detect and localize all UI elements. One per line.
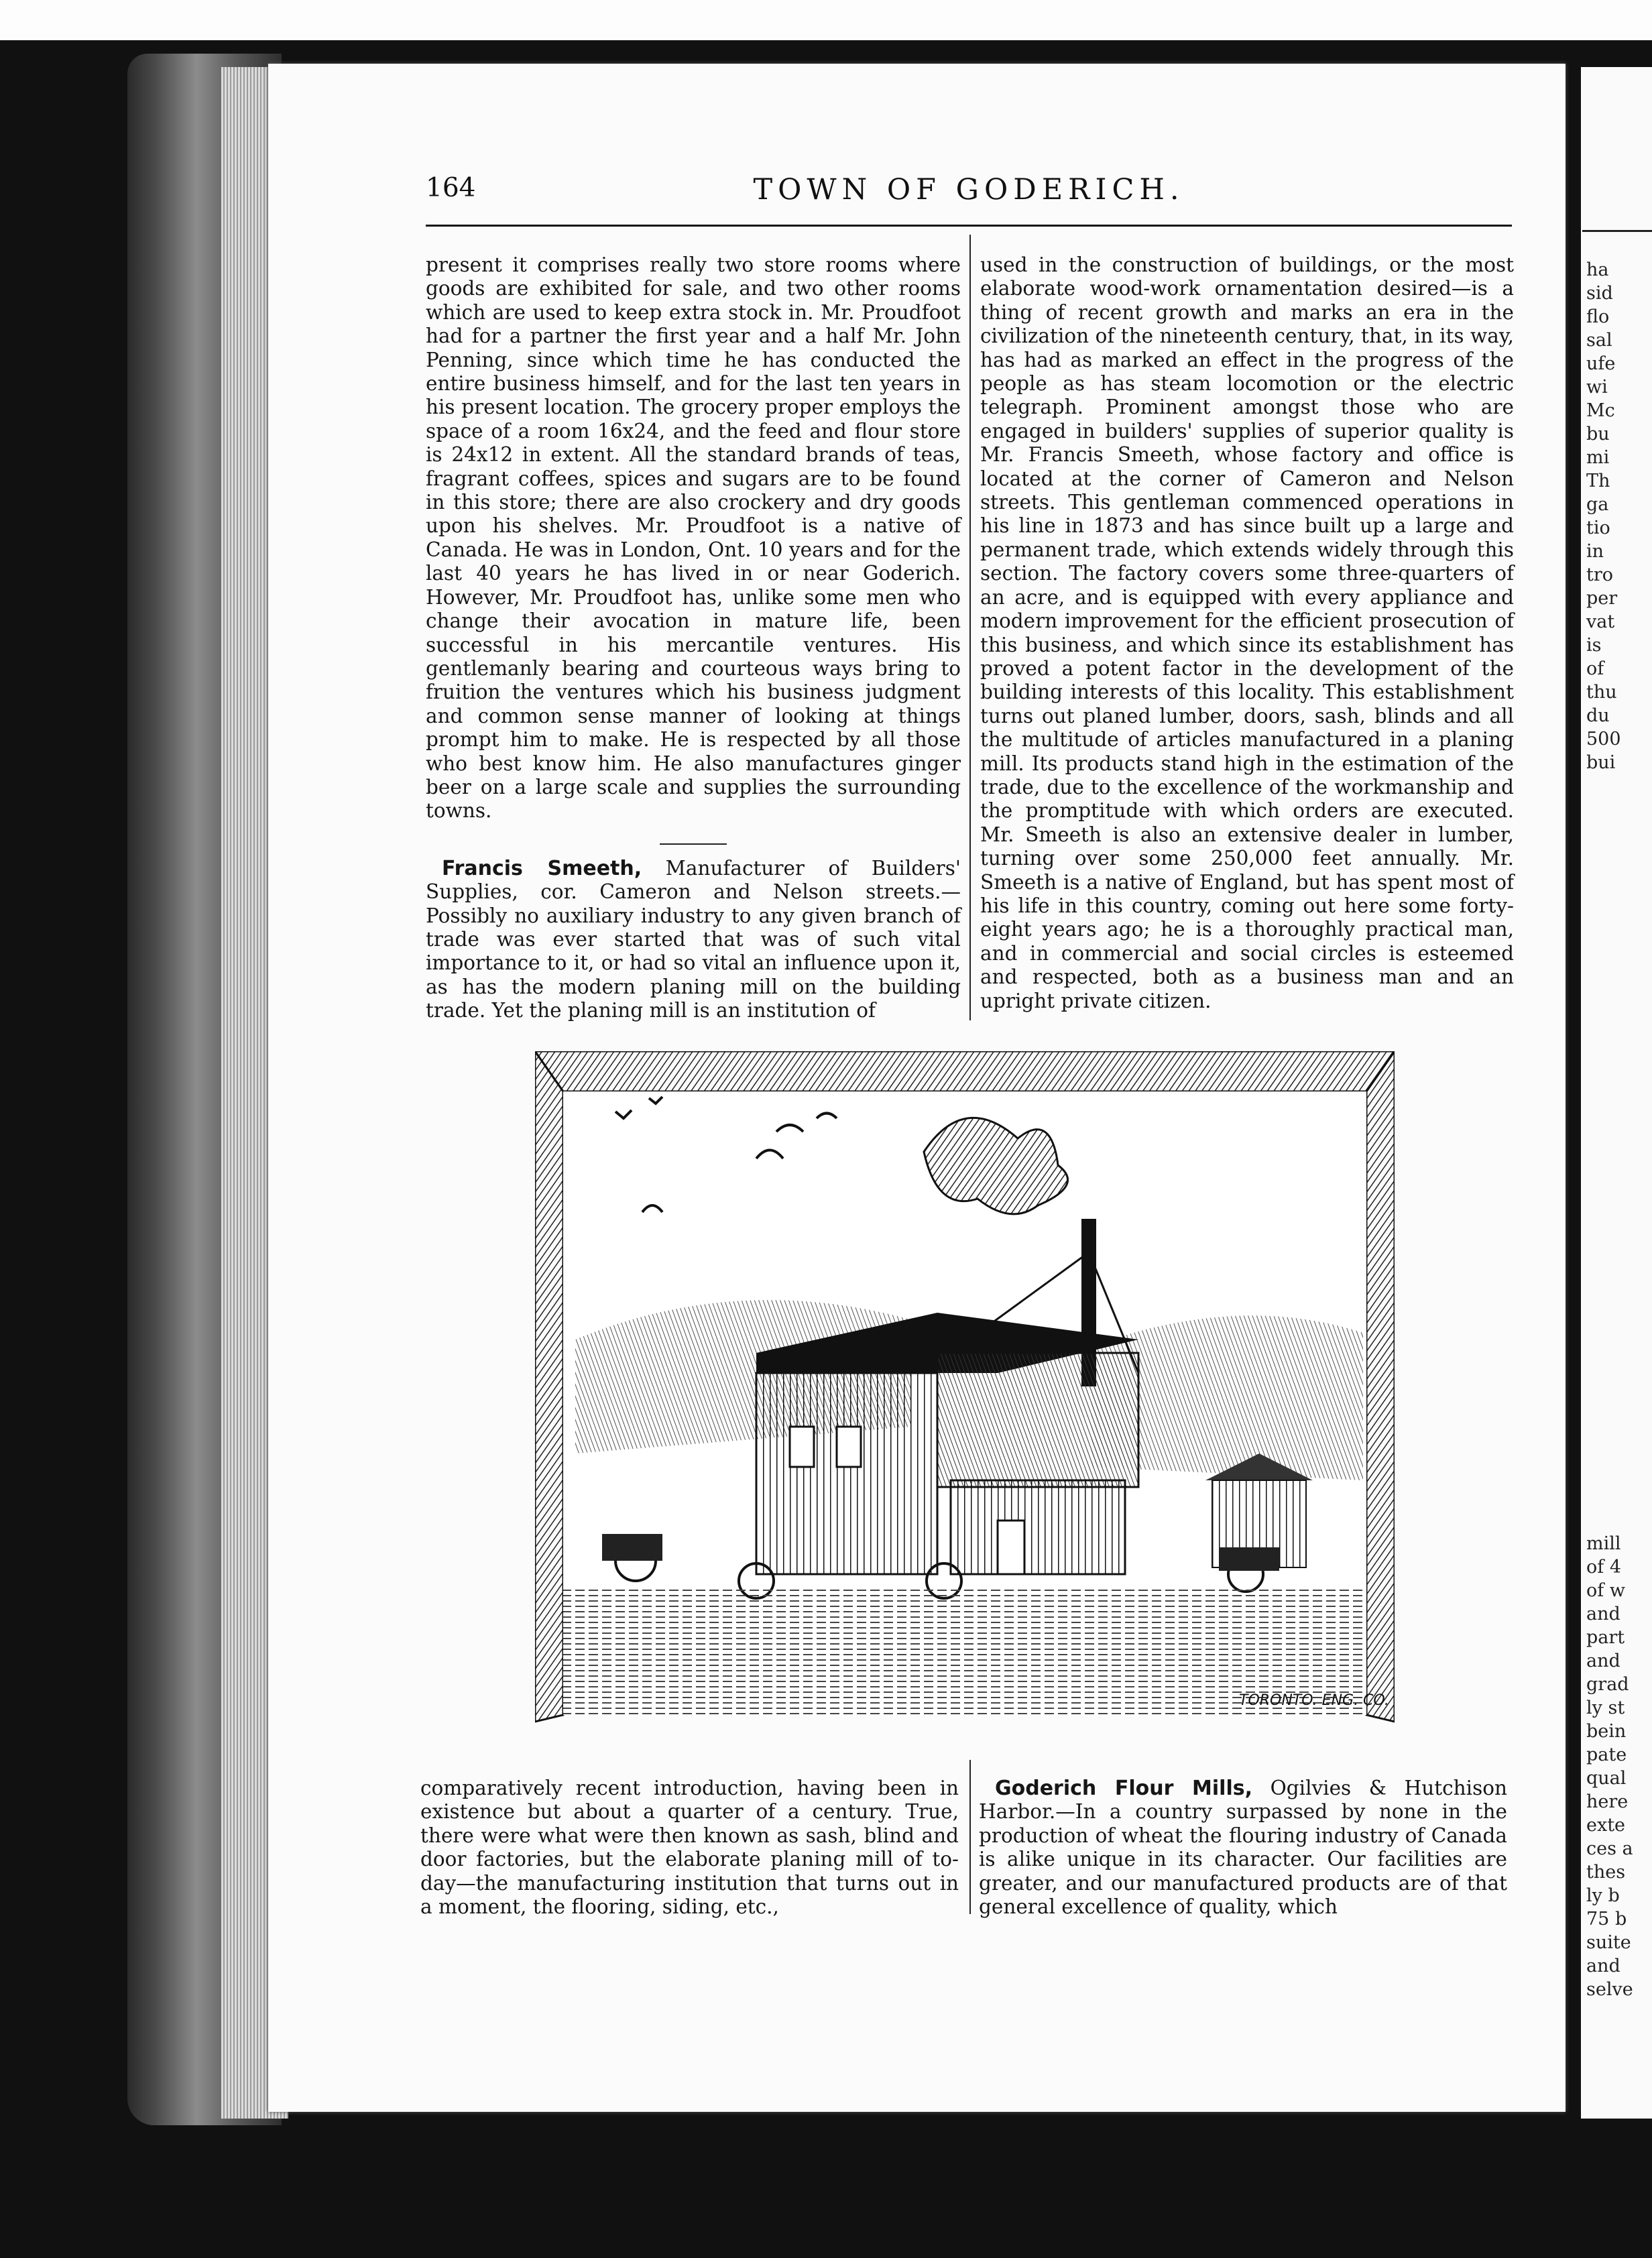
adjacent-page-line: mi <box>1586 447 1610 468</box>
running-title: TOWN OF GODERICH. <box>753 173 1185 206</box>
adjacent-page-line: thes <box>1586 1862 1626 1883</box>
column-divider-top <box>969 235 971 1020</box>
adjacent-page-line: per <box>1586 588 1618 609</box>
adjacent-page-line: du <box>1586 705 1610 726</box>
adjacent-page-line: ha <box>1586 259 1609 280</box>
adjacent-page-line: tio <box>1586 518 1610 538</box>
adjacent-page-line: ufe <box>1586 353 1616 374</box>
adjacent-page-top-fragments <box>1581 258 1621 774</box>
page-number: 164 <box>426 173 476 203</box>
adjacent-page-line: and <box>1586 1604 1620 1624</box>
bottom-right-column <box>979 1777 1507 1919</box>
adjacent-page-line: grad <box>1586 1674 1629 1695</box>
adjacent-page-bottom-fragments <box>1581 1532 1633 2001</box>
flour-mills-text: Ogilvies & Hutchison Harbor.—In a country surpassed by none in the production of wheat the flouring industry of Canada is alike unique in its character. Our facilities are greater, and our manufactured products are of that general excellence of quality, which <box>979 1777 1507 1919</box>
adjacent-page-line: ga <box>1586 494 1609 515</box>
adjacent-page-line: exte <box>1586 1815 1626 1836</box>
flour-mills-heading: Goderich Flour Mills, <box>995 1777 1253 1800</box>
section-separator <box>660 843 727 845</box>
adjacent-page-line: selve <box>1586 1979 1633 2000</box>
smeeth-intro-paragraph <box>426 857 961 1023</box>
adjacent-page-line: mill <box>1586 1533 1621 1554</box>
adjacent-page-line: and <box>1586 1956 1620 1976</box>
adjacent-page-line: bein <box>1586 1721 1627 1742</box>
adjacent-page <box>1581 67 1652 2119</box>
adjacent-header-rule <box>1582 230 1652 232</box>
adjacent-page-line: 500 <box>1586 729 1621 750</box>
frame-top <box>535 1051 1395 1091</box>
adjacent-page-line: of <box>1586 658 1604 679</box>
adjacent-page-line: ly st <box>1586 1698 1625 1718</box>
adjacent-page-line: Th <box>1586 471 1610 491</box>
bottom-left-column <box>420 1777 959 1919</box>
frame-left <box>535 1051 563 1722</box>
mill-wall-main <box>756 1373 937 1574</box>
adjacent-page-line: of 4 <box>1586 1557 1622 1578</box>
adjacent-page-line: wi <box>1586 377 1608 398</box>
smeeth-continued-paragraph: used in the construction of buildings, or the most elaborate wood-work ornamentation desired—is a thing of recent growth and marks an era in the civilization of the nineteenth century, that, in its way, has had as marked an effect in the progress of the people as has steam locomotion or the electric telegraph. Prominent amongst those who are engaged in builders' supplies of superior quality is Mr. Francis Smeeth, whose factory and office is located at the corner of Cameron and Nelson streets. This gentleman commenced operations in his line in 1873 and has since built up a large and permanent trade, which extends widely through this section. The factory covers some three-quarters of an acre, and is equipped with every appliance and modern improvement for the efficient prosecution of this business, and which since its establishment has proved a potent factor in the development of the building interests of this locality. This establishment turns out planed lumber, doors, sash, blinds and all the multitude of articles manufactured in a planing mill. Its products stand high in the estimation of the trade, due to the excellence of the workmanship and the promptitude with which orders are executed. Mr. Smeeth is also an extensive dealer in lumber, turning over some 250,000 feet annually. Mr. Smeeth is a native of England, but has spent most of his life in this country, coming out here some forty-eight years ago; he is a thoroughly practical man, and in commercial and social circles is esteemed and respected, both as a business man and an upright private citizen. <box>980 253 1514 1012</box>
adjacent-page-line: ces a <box>1586 1838 1633 1859</box>
header-rule <box>426 225 1512 227</box>
page-header <box>426 173 1512 206</box>
adjacent-page-line: ly b <box>1586 1885 1620 1906</box>
adjacent-page-line: tro <box>1586 564 1614 585</box>
adjacent-page-line: suite <box>1586 1932 1631 1953</box>
adjacent-page-line: flo <box>1586 306 1610 327</box>
adjacent-page-line: bu <box>1586 424 1610 444</box>
horse-cart-left <box>602 1534 662 1561</box>
adjacent-page-line: thu <box>1586 682 1617 703</box>
right-column <box>980 253 1514 1013</box>
adjacent-page-line: bui <box>1586 752 1616 773</box>
adjacent-page-line: and <box>1586 1651 1620 1671</box>
adjacent-page-line: Mc <box>1586 400 1615 421</box>
proudfoot-paragraph: present it comprises really two store rooms where goods are exhibited for sale, and two other rooms which are used to keep extra stock in. Mr. Proudfoot had for a partner the first year and a half Mr. John Penning, since which time he has conducted the entire business himself, and for the last ten years in his present location. The grocery proper employs the space of a room 16x24, and the feed and flour store is 24x12 in extent. All the standard brands of teas, fragrant coffees, spices and sugars are to be found in this store; there are also crockery and dry goods upon his shelves. Mr. Proudfoot is a native of Canada. He was in London, Ont. 10 years and for the last 40 years he has lived in or near Goderich. However, Mr. Proudfoot has, unlike some men who change their avocation in mature life, been successful in his mercantile ventures. His gentlemanly bearing and courteous ways bring to fruition the ventures which his business judgment and common sense manner of looking at things prompt him to make. He is respected by all those who best know him. He also manufactures ginger beer on a large scale and supplies the surrounding towns. <box>426 253 961 823</box>
adjacent-page-line: sid <box>1586 283 1613 304</box>
horse-cart-right <box>1219 1547 1279 1571</box>
adjacent-page-line: sal <box>1586 330 1612 351</box>
adjacent-page-line: part <box>1586 1627 1625 1648</box>
mill-door <box>998 1521 1024 1574</box>
engraver-credit: TORONTO. ENG. CO. <box>1239 1692 1389 1709</box>
adjacent-page-line: of w <box>1586 1580 1625 1601</box>
adjacent-page-line: 75 b <box>1586 1909 1627 1929</box>
left-column <box>426 253 961 1023</box>
scan-top-margin <box>0 0 1652 40</box>
planing-mill-paragraph: comparatively recent introduction, having been in existence but about a quarter of a century. True, there were what were then known as sash, blind and door factories, but the elaborate planing mill of to-day—the manufacturing institution that turns out in a moment, the flooring, siding, etc., <box>420 1777 959 1919</box>
smeeth-intro-text: Manufacturer of Builders' Supplies, cor. Cameron and Nelson streets.—Possibly no auxiliary industry to any given branch of trade was ever started that was of such vital importance to it, or had so vital an influence upon it, as has the modern planing mill on the building trade. Yet the planing mill is an institution of <box>426 856 961 1022</box>
planing-mill-engraving <box>535 1051 1395 1735</box>
mill-gallery <box>937 1353 1138 1487</box>
column-divider-bottom <box>969 1760 971 1914</box>
adjacent-page-line: qual <box>1586 1768 1627 1789</box>
adjacent-page-line: pate <box>1586 1744 1627 1765</box>
adjacent-page-line: here <box>1586 1791 1629 1812</box>
frame-right <box>1366 1051 1395 1722</box>
flour-mills-paragraph <box>979 1777 1507 1919</box>
adjacent-page-line: in <box>1586 541 1604 562</box>
mill-wall-lower <box>951 1480 1125 1574</box>
adjacent-page-line: is <box>1586 635 1602 656</box>
adjacent-page-line: vat <box>1586 611 1615 632</box>
smeeth-heading: Francis Smeeth, <box>442 856 642 880</box>
